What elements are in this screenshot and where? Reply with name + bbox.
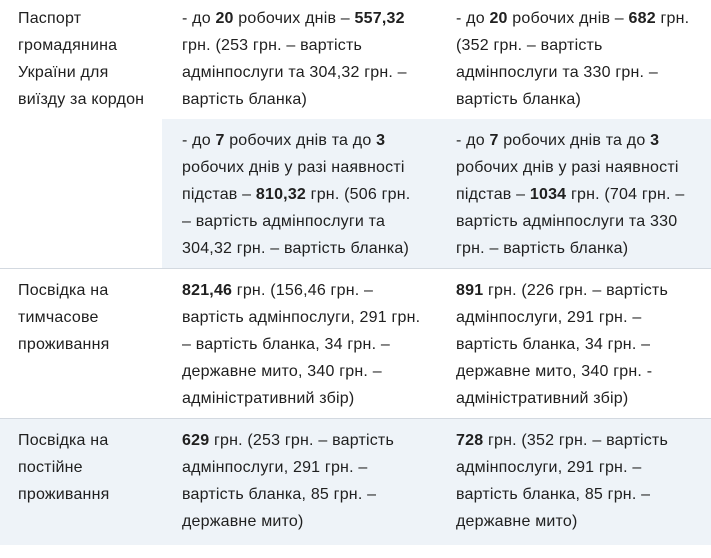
fee-text: - до [456, 132, 490, 149]
fee-cell-7-days-b [436, 119, 711, 269]
amount-bold: 20 [215, 10, 234, 27]
fee-text: робочих днів у разі наявності підстав – [182, 159, 405, 203]
fee-text: - до [456, 10, 490, 27]
fee-text: - до [182, 10, 216, 27]
fee-cell-permanent-a [162, 419, 436, 546]
fee-text: грн. (704 грн. – вартість адмінпослуги та 330 грн. – вартість бланка) [456, 186, 685, 257]
fee-cell-7-days-a [162, 119, 436, 269]
table-row [0, 269, 711, 419]
row-label-passport: Паспорт громадянина України для виїзду за кордон [18, 10, 145, 108]
table-row [0, 419, 711, 546]
fee-text: грн. (226 грн. – вартість адмінпослуги, 291 грн. – вартість бланка, 34 грн. – державне мито, 340 грн. - адміністративний збір) [456, 282, 668, 407]
row-label-permanent-residence: Посвідка на постійне проживання [0, 419, 162, 546]
table-row [0, 0, 711, 119]
fee-text: грн. (506 грн. – вартість адмінпослуги та 304,32 грн. – вартість бланка) [182, 186, 411, 257]
fee-cell-temporary-a [162, 269, 436, 419]
fee-text: - до [182, 132, 216, 149]
amount-bold: 3 [650, 132, 660, 149]
amount-bold: 728 [456, 432, 484, 449]
fee-text: робочих днів – [507, 10, 629, 27]
amount-bold: 821,46 [182, 282, 233, 299]
fee-text: робочих днів у разі наявності підстав – [456, 159, 679, 203]
amount-bold: 557,32 [354, 10, 405, 27]
fee-text: грн. (253 грн. – вартість адмінпослуги, 291 грн. – вартість бланка, 85 грн. – державне мито) [182, 432, 394, 530]
amount-bold: 7 [215, 132, 225, 149]
fee-text: робочих днів – [233, 10, 355, 27]
amount-bold: 7 [489, 132, 499, 149]
amount-bold: 629 [182, 432, 210, 449]
fee-text: робочих днів та до [498, 132, 651, 149]
fee-cell-20-days-a [162, 0, 436, 119]
fee-cell-temporary-b [436, 269, 711, 419]
row-label-temporary-residence: Посвідка на тимчасове проживання [0, 269, 162, 419]
amount-bold: 810,32 [255, 186, 307, 203]
amount-bold: 3 [376, 132, 386, 149]
fee-cell-permanent-b [436, 419, 711, 546]
fee-text: грн. (253 грн. – вартість адмінпослуги та 304,32 грн. – вартість бланка) [182, 37, 407, 108]
amount-bold: 1034 [529, 186, 567, 203]
fee-cell-20-days-b [436, 0, 711, 119]
fee-text: робочих днів та до [224, 132, 377, 149]
fee-text: грн. (352 грн. – вартість адмінпослуги та 330 грн. – вартість бланка) [456, 10, 690, 108]
fee-text: грн. (352 грн. – вартість адмінпослуги, 291 грн. – вартість бланка, 85 грн. – державне мито) [456, 432, 668, 530]
amount-bold: 891 [456, 282, 484, 299]
fee-text: грн. (156,46 грн. – вартість адмінпослуги, 291 грн. – вартість бланка, 34 грн. – державне мито, 340 грн. – адміністративний збір) [182, 282, 421, 407]
amount-bold: 20 [489, 10, 508, 27]
amount-bold: 682 [628, 10, 656, 27]
